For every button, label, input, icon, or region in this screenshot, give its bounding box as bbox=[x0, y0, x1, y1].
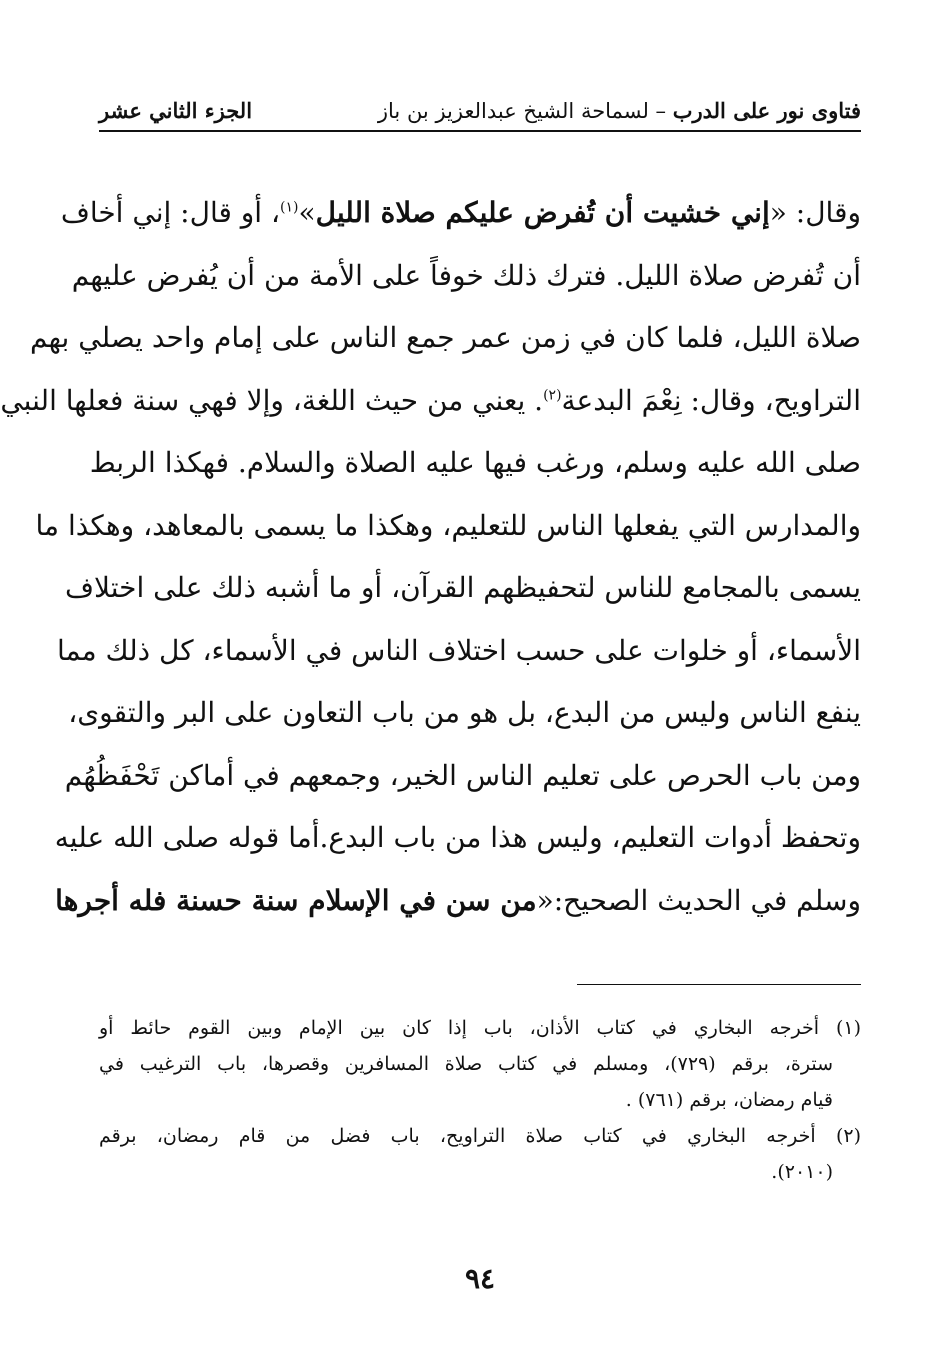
text-fragment: ، أو قال: إني أخاف bbox=[60, 196, 280, 229]
hadith-quote: إني خشيت أن تُفرض عليكم صلاة الليل bbox=[315, 196, 770, 229]
book-title: فتاوى نور على الدرب bbox=[672, 98, 861, 123]
author-name: – لسماحة الشيخ عبدالعزيز بن باز bbox=[377, 99, 667, 123]
footnote-ref: (٢) bbox=[543, 387, 562, 404]
text-line: أن تُفرض صلاة الليل. فترك ذلك خوفاً على الأمة من أن يُفرض عليهم bbox=[71, 258, 861, 292]
footnotes bbox=[99, 1010, 861, 1190]
text-line: وتحفظ أدوات التعليم، وليس هذا من باب البدع.أما قوله صلى الله عليه bbox=[54, 821, 861, 854]
text-line bbox=[60, 182, 861, 245]
footnote-ref: (١) bbox=[280, 199, 299, 216]
header-title bbox=[378, 98, 861, 123]
footnote-1-line: سترة، برقم (٧٢٩)، ومسلم في كتاب صلاة المسافرين وقصرها، باب الترغيب في bbox=[99, 1053, 834, 1075]
footnote-1-line: (١) أخرجه البخاري في كتاب الأذان، باب إذا كان بين الإمام وبين القوم حائط أو bbox=[99, 1017, 861, 1039]
text-line: ينفع الناس وليس من البدع، بل هو من باب التعاون على البر والتقوى، bbox=[68, 696, 861, 729]
footnote-separator bbox=[577, 984, 861, 985]
volume-label: الجزء الثاني عشر bbox=[99, 98, 253, 123]
hadith-quote: من سن في الإسلام سنة حسنة فله أجرها bbox=[55, 883, 537, 917]
text-line: صلى الله عليه وسلم، ورغب فيها عليه الصلاة والسلام. فهكذا الربط bbox=[89, 446, 861, 479]
text-fragment: » bbox=[298, 196, 316, 229]
text-line: صلاة الليل، فلما كان في زمن عمر جمع الناس على إمام واحد يصلي بهم bbox=[30, 321, 861, 354]
text-line: والمدارس التي يفعلها الناس للتعليم، وهكذا ما يسمى بالمعاهد، وهكذا ما bbox=[35, 508, 861, 542]
footnote-1-line: قيام رمضان، برقم (٧٦١) . bbox=[625, 1089, 833, 1111]
text-line: ومن باب الحرص على تعليم الناس الخير، وجمعهم في أماكن تَحْفَظُهُم bbox=[64, 758, 861, 792]
text-fragment: وقال: « bbox=[769, 196, 861, 229]
text-fragment: . يعني من حيث اللغة، وإلا فهي سنة فعلها النبي bbox=[0, 383, 544, 417]
main-text bbox=[0, 182, 861, 932]
running-header bbox=[99, 92, 861, 132]
text-fragment: التراويح، وقال: نِعْمَ البدعة bbox=[561, 383, 861, 417]
text-line: الأسماء، أو خلوات على حسب اختلاف الناس في الأسماء، كل ذلك مما bbox=[56, 633, 861, 667]
text-line bbox=[55, 870, 861, 933]
footnote-2-line: (٢) أخرجه البخاري في كتاب صلاة التراويح، باب فضل من قام رمضان، برقم bbox=[99, 1125, 861, 1147]
text-line bbox=[0, 370, 861, 433]
footnote-2-line: (٢٠١٠). bbox=[771, 1161, 833, 1183]
page-number: ٩٤ bbox=[464, 1262, 496, 1295]
text-fragment: وسلم في الحديث الصحيح:« bbox=[536, 883, 861, 917]
text-line: يسمى بالمجامع للناس لتحفيظهم القرآن، أو ما أشبه ذلك على اختلاف bbox=[64, 571, 861, 604]
